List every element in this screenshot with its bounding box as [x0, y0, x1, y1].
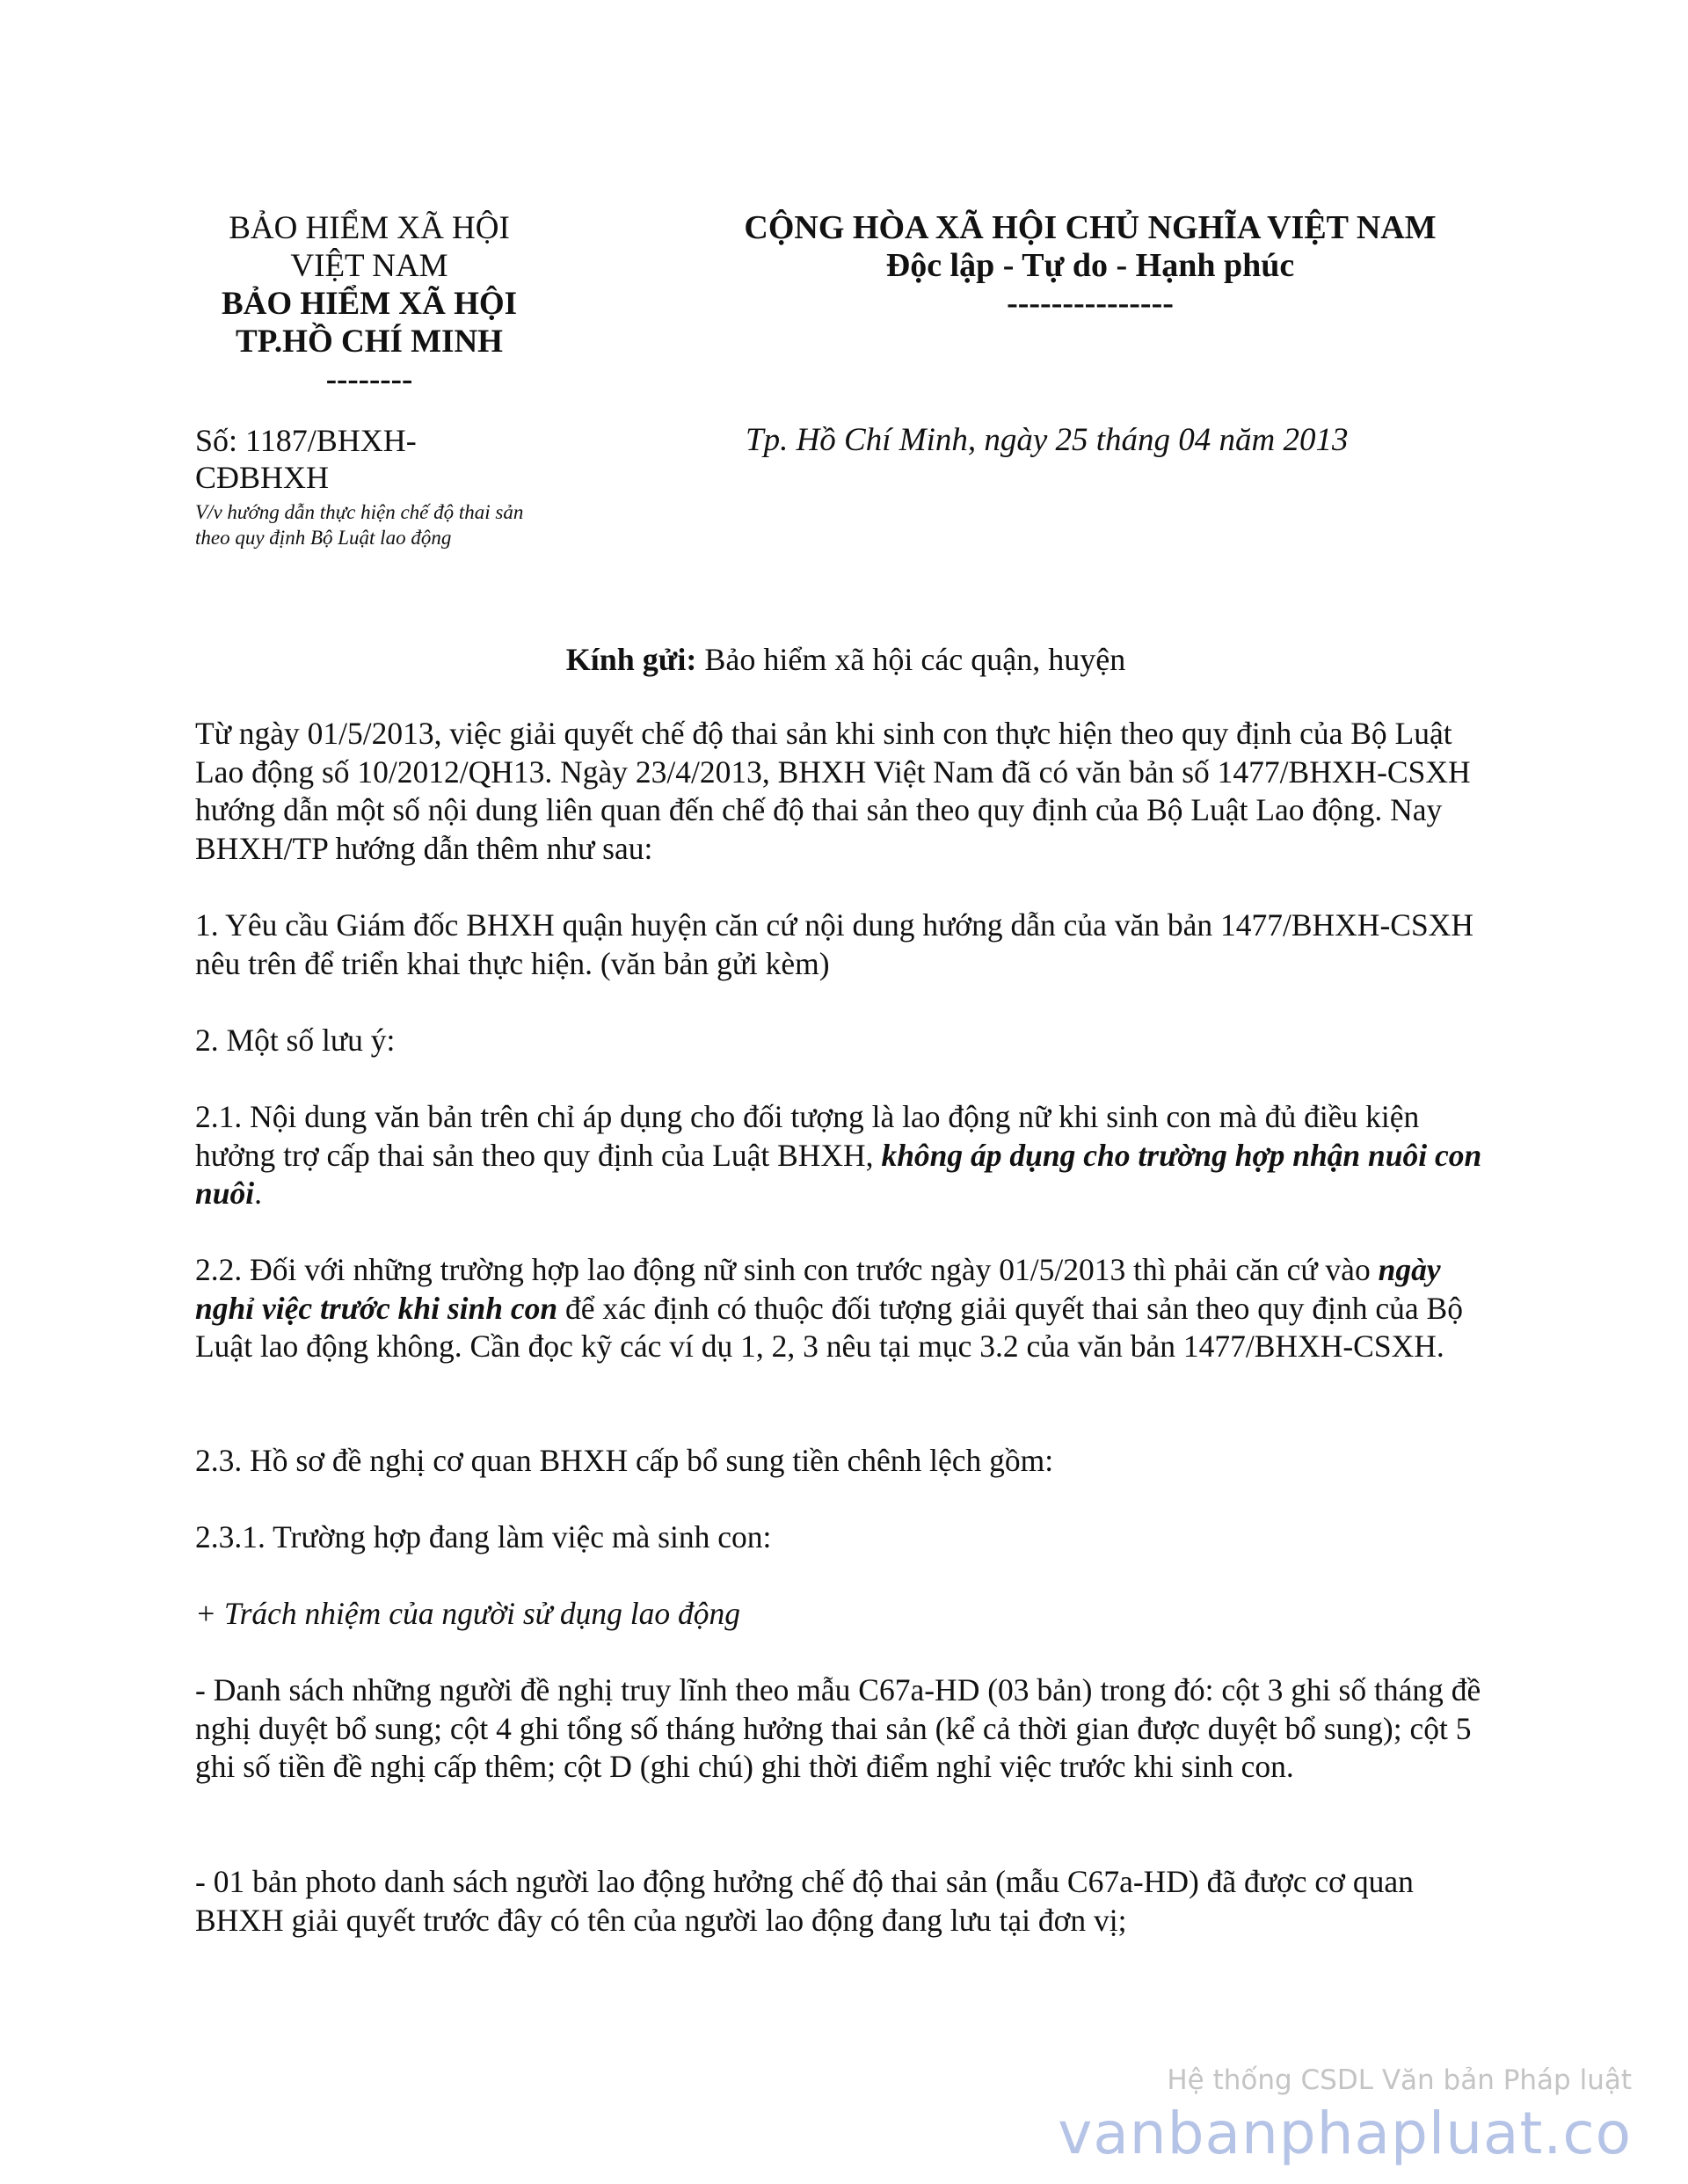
employer-responsibility-heading: + Trách nhiệm của người sử dụng lao động [195, 1596, 741, 1631]
paragraph-2: 2. Một số lưu ý: [195, 1023, 396, 1058]
document-number-line1: Số: 1187/BHXH- [195, 423, 417, 458]
paragraph-2-1 [195, 1098, 1488, 1213]
paragraph-intro: Từ ngày 01/5/2013, việc giải quyết chế độ thai sản khi sinh con thực hiện theo quy định của Bộ Luật Lao động số 10/2012/QH13. Ngày 23/4/2013, BHXH Việt Nam đã có văn bản số 1477/BHXH-CSXH hướng dẫn một số nội dung liên quan đến chế độ thai sản theo quy định của Bộ Luật Lao động. Nay BHXH/TP hướng dẫn thêm như sau: [195, 716, 1471, 866]
paragraph-2-1-text: 2.1. Nội dung văn bản trên chỉ áp dụng cho đối tượng là lao động nữ khi sinh con mà đủ điều kiện hưởng trợ cấp thai sản theo quy định của Luật BHXH, [195, 1099, 1420, 1173]
paragraph-2-3: 2.3. Hồ sơ đề nghị cơ quan BHXH cấp bổ sung tiền chênh lệch gồm: [195, 1443, 1054, 1478]
paragraph-2-2-rest: để xác định có thuộc đối tượng giải quyết thai sản theo quy định của Bộ Luật lao động không. Cần đọc kỹ các ví dụ 1, 2, 3 nêu tại mục 3.2 của văn bản 1477/BHXH-CSXH. [195, 1290, 1463, 1364]
issuing-agency-header [176, 209, 563, 398]
national-motto-header [563, 209, 1618, 323]
document-date: Tp. Hồ Chí Minh, ngày 25 tháng 04 năm 2013 [746, 422, 1349, 458]
document-subject: V/v hướng dẫn thực hiện chế độ thai sản theo quy định Bộ Luật lao động [195, 501, 524, 549]
document-number [195, 422, 564, 496]
agency-divider: -------- [325, 361, 413, 397]
paragraph-1: 1. Yêu cầu Giám đốc BHXH quận huyện căn cứ nội dung hướng dẫn của văn bản 1477/BHXH-CSXH nêu trên để triển khai thực hiện. (văn bản gửi kèm) [195, 907, 1473, 981]
greeting-recipient: Bảo hiểm xã hội các quận, huyện [696, 642, 1126, 677]
paragraph-2-2-text: 2.2. Đối với những trường hợp lao động nữ sinh con trước ngày 01/5/2013 thì phải căn cứ vào [195, 1252, 1379, 1287]
document-number-line2: CĐBHXH [195, 460, 330, 495]
greeting [195, 640, 1496, 679]
agency-name-line3: BẢO HIỂM XÃ HỘI [221, 286, 518, 322]
agency-name-line1: BẢO HIỂM XÃ HỘI [229, 210, 510, 246]
paragraph-2-1-emphasis: không áp dụng cho trường hợp nhận nuôi con nuôi [195, 1137, 1482, 1211]
national-motto: Độc lập - Tự do - Hạnh phúc [885, 247, 1295, 284]
country-name: CỘNG HÒA XÃ HỘI CHỦ NGHĨA VIỆT NAM [744, 209, 1437, 246]
paragraph-2-2 [195, 1251, 1488, 1366]
watermark-site: vanbanphapluat.co [1058, 2100, 1632, 2167]
paragraph-2-2-emphasis: ngày nghỉ việc trước khi sinh con [195, 1252, 1441, 1326]
list-item-photo-copy: - 01 bản photo danh sách người lao động hưởng chế độ thai sản (mẫu C67a-HD) đã được cơ quan BHXH giải quyết trước đây có tên của người lao động đang lưu tại đơn vị; [195, 1864, 1414, 1938]
list-item-c67a-list: - Danh sách những người đề nghị truy lĩnh theo mẫu C67a-HD (03 bản) trong đó: cột 3 ghi số tháng đề nghị duyệt bổ sung; cột 4 ghi tổng số tháng hưởng thai sản (kể cả thời gian được duyệt bổ sung); cột 5 ghi số tiền đề nghị cấp thêm; cột D (ghi chú) ghi thời điểm nghỉ việc trước khi sinh con. [195, 1672, 1481, 1784]
agency-name-line2: VIỆT NAM [290, 248, 448, 284]
paragraph-2-1-end: . [254, 1176, 262, 1211]
paragraph-2-3-1: 2.3.1. Trường hợp đang làm việc mà sinh con: [195, 1519, 772, 1554]
watermark-caption: Hệ thống CSDL Văn bản Pháp luật [1167, 2064, 1632, 2096]
greeting-label: Kính gửi: [565, 642, 697, 677]
motto-divider: --------------- [1007, 285, 1174, 322]
agency-name-line4: TP.HỒ CHÍ MINH [236, 324, 503, 360]
